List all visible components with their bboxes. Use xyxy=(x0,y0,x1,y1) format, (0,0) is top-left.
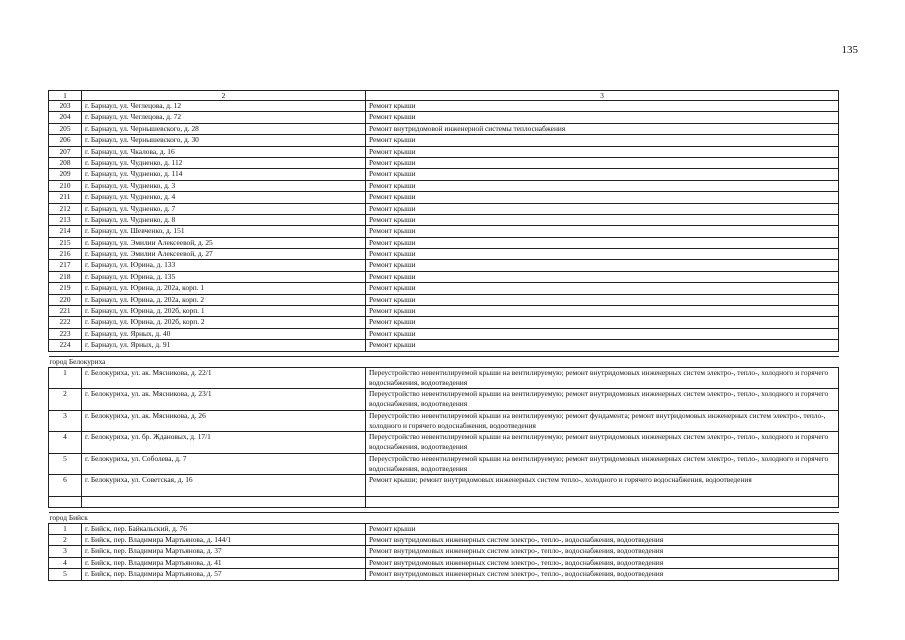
row-number: 219 xyxy=(49,283,82,294)
row-work: Ремонт крыши xyxy=(366,306,839,317)
row-address: г. Бийск, пер. Владимира Мартьянова, д. 57 xyxy=(82,569,366,580)
section-title: город Белокуриха xyxy=(49,356,839,367)
table-row xyxy=(49,271,839,282)
row-number: 6 xyxy=(49,475,82,497)
table-row xyxy=(49,340,839,351)
row-number: 214 xyxy=(49,226,82,237)
row-number: 218 xyxy=(49,271,82,282)
row-number: 210 xyxy=(49,180,82,191)
row-address: г. Бийск, пер. Владимира Мартьянова, д. 41 xyxy=(82,557,366,568)
table-row xyxy=(49,475,839,497)
row-work: Ремонт крыши xyxy=(366,192,839,203)
row-work: Ремонт внутридомовых инженерных систем электро-, тепло-, водоснабжения, водоотведения xyxy=(366,546,839,557)
row-number: 2 xyxy=(49,534,82,545)
row-address: г. Белокуриха, ул. бр. Ждановых, д. 17/1 xyxy=(82,432,366,454)
row-number: 223 xyxy=(49,328,82,339)
row-work: Ремонт крыши xyxy=(366,260,839,271)
row-address: г. Барнаул, ул. Эмилии Алексеевой, д. 25 xyxy=(82,237,366,248)
row-address: г. Барнаул, ул. Чернышевского, д. 30 xyxy=(82,135,366,146)
table-row xyxy=(49,367,839,389)
row-work: Ремонт крыши xyxy=(366,169,839,180)
table-header-row xyxy=(49,91,839,101)
row-work: Ремонт крыши xyxy=(366,214,839,225)
row-address: г. Барнаул, ул. Чеглецова, д. 12 xyxy=(82,101,366,112)
row-address: г. Барнаул, ул. Юрина, д. 202а, корп. 1 xyxy=(82,283,366,294)
row-work: Ремонт крыши xyxy=(366,523,839,534)
table-row xyxy=(49,226,839,237)
empty-cell xyxy=(366,496,839,507)
row-work: Переустройство невентилируемой крыши на вентилируемую; ремонт внутридомовых инженерных систем электро-, тепло-, холодного и горячего водоснабжения, водоотведения xyxy=(366,367,839,389)
row-address: г. Барнаул, ул. Юрина, д. 202б, корп. 2 xyxy=(82,317,366,328)
table-row xyxy=(49,557,839,568)
row-number: 207 xyxy=(49,146,82,157)
works-table-body xyxy=(49,91,839,581)
row-work: Ремонт крыши xyxy=(366,157,839,168)
table-row xyxy=(49,135,839,146)
row-address: г. Барнаул, ул. Ярных, д. 40 xyxy=(82,328,366,339)
table-row xyxy=(49,123,839,134)
table-row xyxy=(49,112,839,123)
row-work: Ремонт крыши xyxy=(366,101,839,112)
table-row xyxy=(49,169,839,180)
row-work: Ремонт крыши xyxy=(366,317,839,328)
row-number: 209 xyxy=(49,169,82,180)
row-work: Переустройство невентилируемой крыши на вентилируемую; ремонт внутридомовых инженерных систем электро-, тепло-, холодного и горячего водоснабжения, водоотведения xyxy=(366,389,839,411)
row-address: г. Барнаул, ул. Чеглецова, д. 72 xyxy=(82,112,366,123)
table-row xyxy=(49,432,839,454)
table-row xyxy=(49,546,839,557)
row-number: 4 xyxy=(49,557,82,568)
row-number: 2 xyxy=(49,389,82,411)
row-number: 1 xyxy=(49,367,82,389)
row-work: Ремонт внутридомовых инженерных систем электро-, тепло-, водоснабжения, водоотведения xyxy=(366,557,839,568)
row-number: 217 xyxy=(49,260,82,271)
row-address: г. Барнаул, ул. Шевченко, д. 151 xyxy=(82,226,366,237)
row-work: Ремонт крыши xyxy=(366,180,839,191)
row-number: 203 xyxy=(49,101,82,112)
row-number: 205 xyxy=(49,123,82,134)
row-address: г. Белокуриха, ул. Советская, д. 16 xyxy=(82,475,366,497)
header-col-number: 1 xyxy=(49,91,82,101)
row-address: г. Белокуриха, ул. ак. Мясникова, д. 23/1 xyxy=(82,389,366,411)
row-work: Ремонт крыши xyxy=(366,146,839,157)
row-number: 204 xyxy=(49,112,82,123)
row-work: Ремонт внутридомовой инженерной системы теплоснабжения xyxy=(366,123,839,134)
row-work: Ремонт крыши xyxy=(366,112,839,123)
row-address: г. Барнаул, ул. Юрина, д. 133 xyxy=(82,260,366,271)
table-row xyxy=(49,410,839,432)
row-work: Ремонт крыши xyxy=(366,283,839,294)
table-row xyxy=(49,237,839,248)
table-row xyxy=(49,523,839,534)
row-work: Ремонт крыши xyxy=(366,226,839,237)
row-address: г. Барнаул, ул. Чудненко, д. 112 xyxy=(82,157,366,168)
row-address: г. Барнаул, ул. Эмилии Алексеевой, д. 27 xyxy=(82,249,366,260)
table-row xyxy=(49,283,839,294)
row-address: г. Барнаул, ул. Чудненко, д. 4 xyxy=(82,192,366,203)
row-work: Ремонт крыши xyxy=(366,203,839,214)
row-work: Ремонт крыши xyxy=(366,328,839,339)
row-address: г. Барнаул, ул. Юрина, д. 202а, корп. 2 xyxy=(82,294,366,305)
row-work: Ремонт внутридомовых инженерных систем электро-, тепло-, водоснабжения, водоотведения xyxy=(366,569,839,580)
table-row xyxy=(49,192,839,203)
row-address: г. Барнаул, ул. Чудненко, д. 7 xyxy=(82,203,366,214)
table-row xyxy=(49,294,839,305)
row-number: 215 xyxy=(49,237,82,248)
row-work: Ремонт крыши xyxy=(366,135,839,146)
row-number: 216 xyxy=(49,249,82,260)
section-belokurikha xyxy=(49,356,839,367)
row-number: 224 xyxy=(49,340,82,351)
row-work: Переустройство невентилируемой крыши на вентилируемую; ремонт фундамента; ремонт внутридомовых инженерных систем электро-, тепло-, холодного и горячего водоснабжения, водоотведения xyxy=(366,410,839,432)
row-work: Ремонт крыши xyxy=(366,271,839,282)
row-work: Переустройство невентилируемой крыши на вентилируемую; ремонт внутридомовых инженерных систем электро-, тепло-, холодного и горячего водоснабжения, водоотведения xyxy=(366,432,839,454)
row-number: 5 xyxy=(49,569,82,580)
row-number: 3 xyxy=(49,410,82,432)
row-number: 221 xyxy=(49,306,82,317)
header-col-work: 3 xyxy=(366,91,839,101)
row-address: г. Барнаул, ул. Чернышевского, д. 28 xyxy=(82,123,366,134)
empty-cell xyxy=(82,496,366,507)
table-row xyxy=(49,101,839,112)
row-address: г. Барнаул, ул. Юрина, д. 135 xyxy=(82,271,366,282)
row-number: 212 xyxy=(49,203,82,214)
row-number: 222 xyxy=(49,317,82,328)
row-number: 213 xyxy=(49,214,82,225)
row-address: г. Бийск, пер. Байкальский, д. 76 xyxy=(82,523,366,534)
table-row xyxy=(49,453,839,475)
row-work: Ремонт крыши; ремонт внутридомовых инженерных систем тепло-, холодного и горячего водоснабжения, водоотведения xyxy=(366,475,839,497)
table-row xyxy=(49,146,839,157)
row-work: Ремонт крыши xyxy=(366,340,839,351)
row-work: Ремонт крыши xyxy=(366,249,839,260)
row-address: г. Белокуриха, ул. ак. Мясникова, д. 26 xyxy=(82,410,366,432)
row-number: 208 xyxy=(49,157,82,168)
table-row xyxy=(49,317,839,328)
row-work: Ремонт внутридомовых инженерных систем электро-, тепло-, водоснабжения, водоотведения xyxy=(366,534,839,545)
row-address: г. Белокуриха, ул. Соболева, д. 7 xyxy=(82,453,366,475)
table-row xyxy=(49,260,839,271)
row-number: 4 xyxy=(49,432,82,454)
table-row xyxy=(49,328,839,339)
row-number: 5 xyxy=(49,453,82,475)
row-work: Ремонт крыши xyxy=(366,237,839,248)
works-table xyxy=(48,90,839,581)
row-number: 211 xyxy=(49,192,82,203)
row-work: Ремонт крыши xyxy=(366,294,839,305)
row-address: г. Барнаул, ул. Чудненко, д. 3 xyxy=(82,180,366,191)
empty-cell xyxy=(49,496,82,507)
table-row xyxy=(49,306,839,317)
row-address: г. Барнаул, ул. Чкалова, д. 16 xyxy=(82,146,366,157)
row-address: г. Белокуриха, ул. ак. Мясникова, д. 22/1 xyxy=(82,367,366,389)
row-work: Переустройство невентилируемой крыши на вентилируемую; ремонт внутридомовых инженерных систем электро-, тепло-, холодного и горячего водоснабжения, водоотведения xyxy=(366,453,839,475)
row-number: 220 xyxy=(49,294,82,305)
table-row xyxy=(49,214,839,225)
row-address: г. Барнаул, ул. Чудненко, д. 114 xyxy=(82,169,366,180)
table-row xyxy=(49,249,839,260)
row-address: г. Барнаул, ул. Ярных, д. 91 xyxy=(82,340,366,351)
row-address: г. Барнаул, ул. Юрина, д. 202б, корп. 1 xyxy=(82,306,366,317)
empty-row xyxy=(49,496,839,507)
row-number: 3 xyxy=(49,546,82,557)
row-address: г. Бийск, пер. Владимира Мартьянова, д. 37 xyxy=(82,546,366,557)
table-row xyxy=(49,180,839,191)
page-number: 135 xyxy=(841,44,858,56)
table-row xyxy=(49,157,839,168)
row-address: г. Барнаул, ул. Чудненко, д. 8 xyxy=(82,214,366,225)
table-row xyxy=(49,203,839,214)
section-biysk xyxy=(49,512,839,523)
table-row xyxy=(49,569,839,580)
row-number: 206 xyxy=(49,135,82,146)
section-title: город Бийск xyxy=(49,512,839,523)
row-address: г. Бийск, пер. Владимира Мартьянова, д. 144/1 xyxy=(82,534,366,545)
row-number: 1 xyxy=(49,523,82,534)
table-row xyxy=(49,534,839,545)
header-col-address: 2 xyxy=(82,91,366,101)
table-row xyxy=(49,389,839,411)
